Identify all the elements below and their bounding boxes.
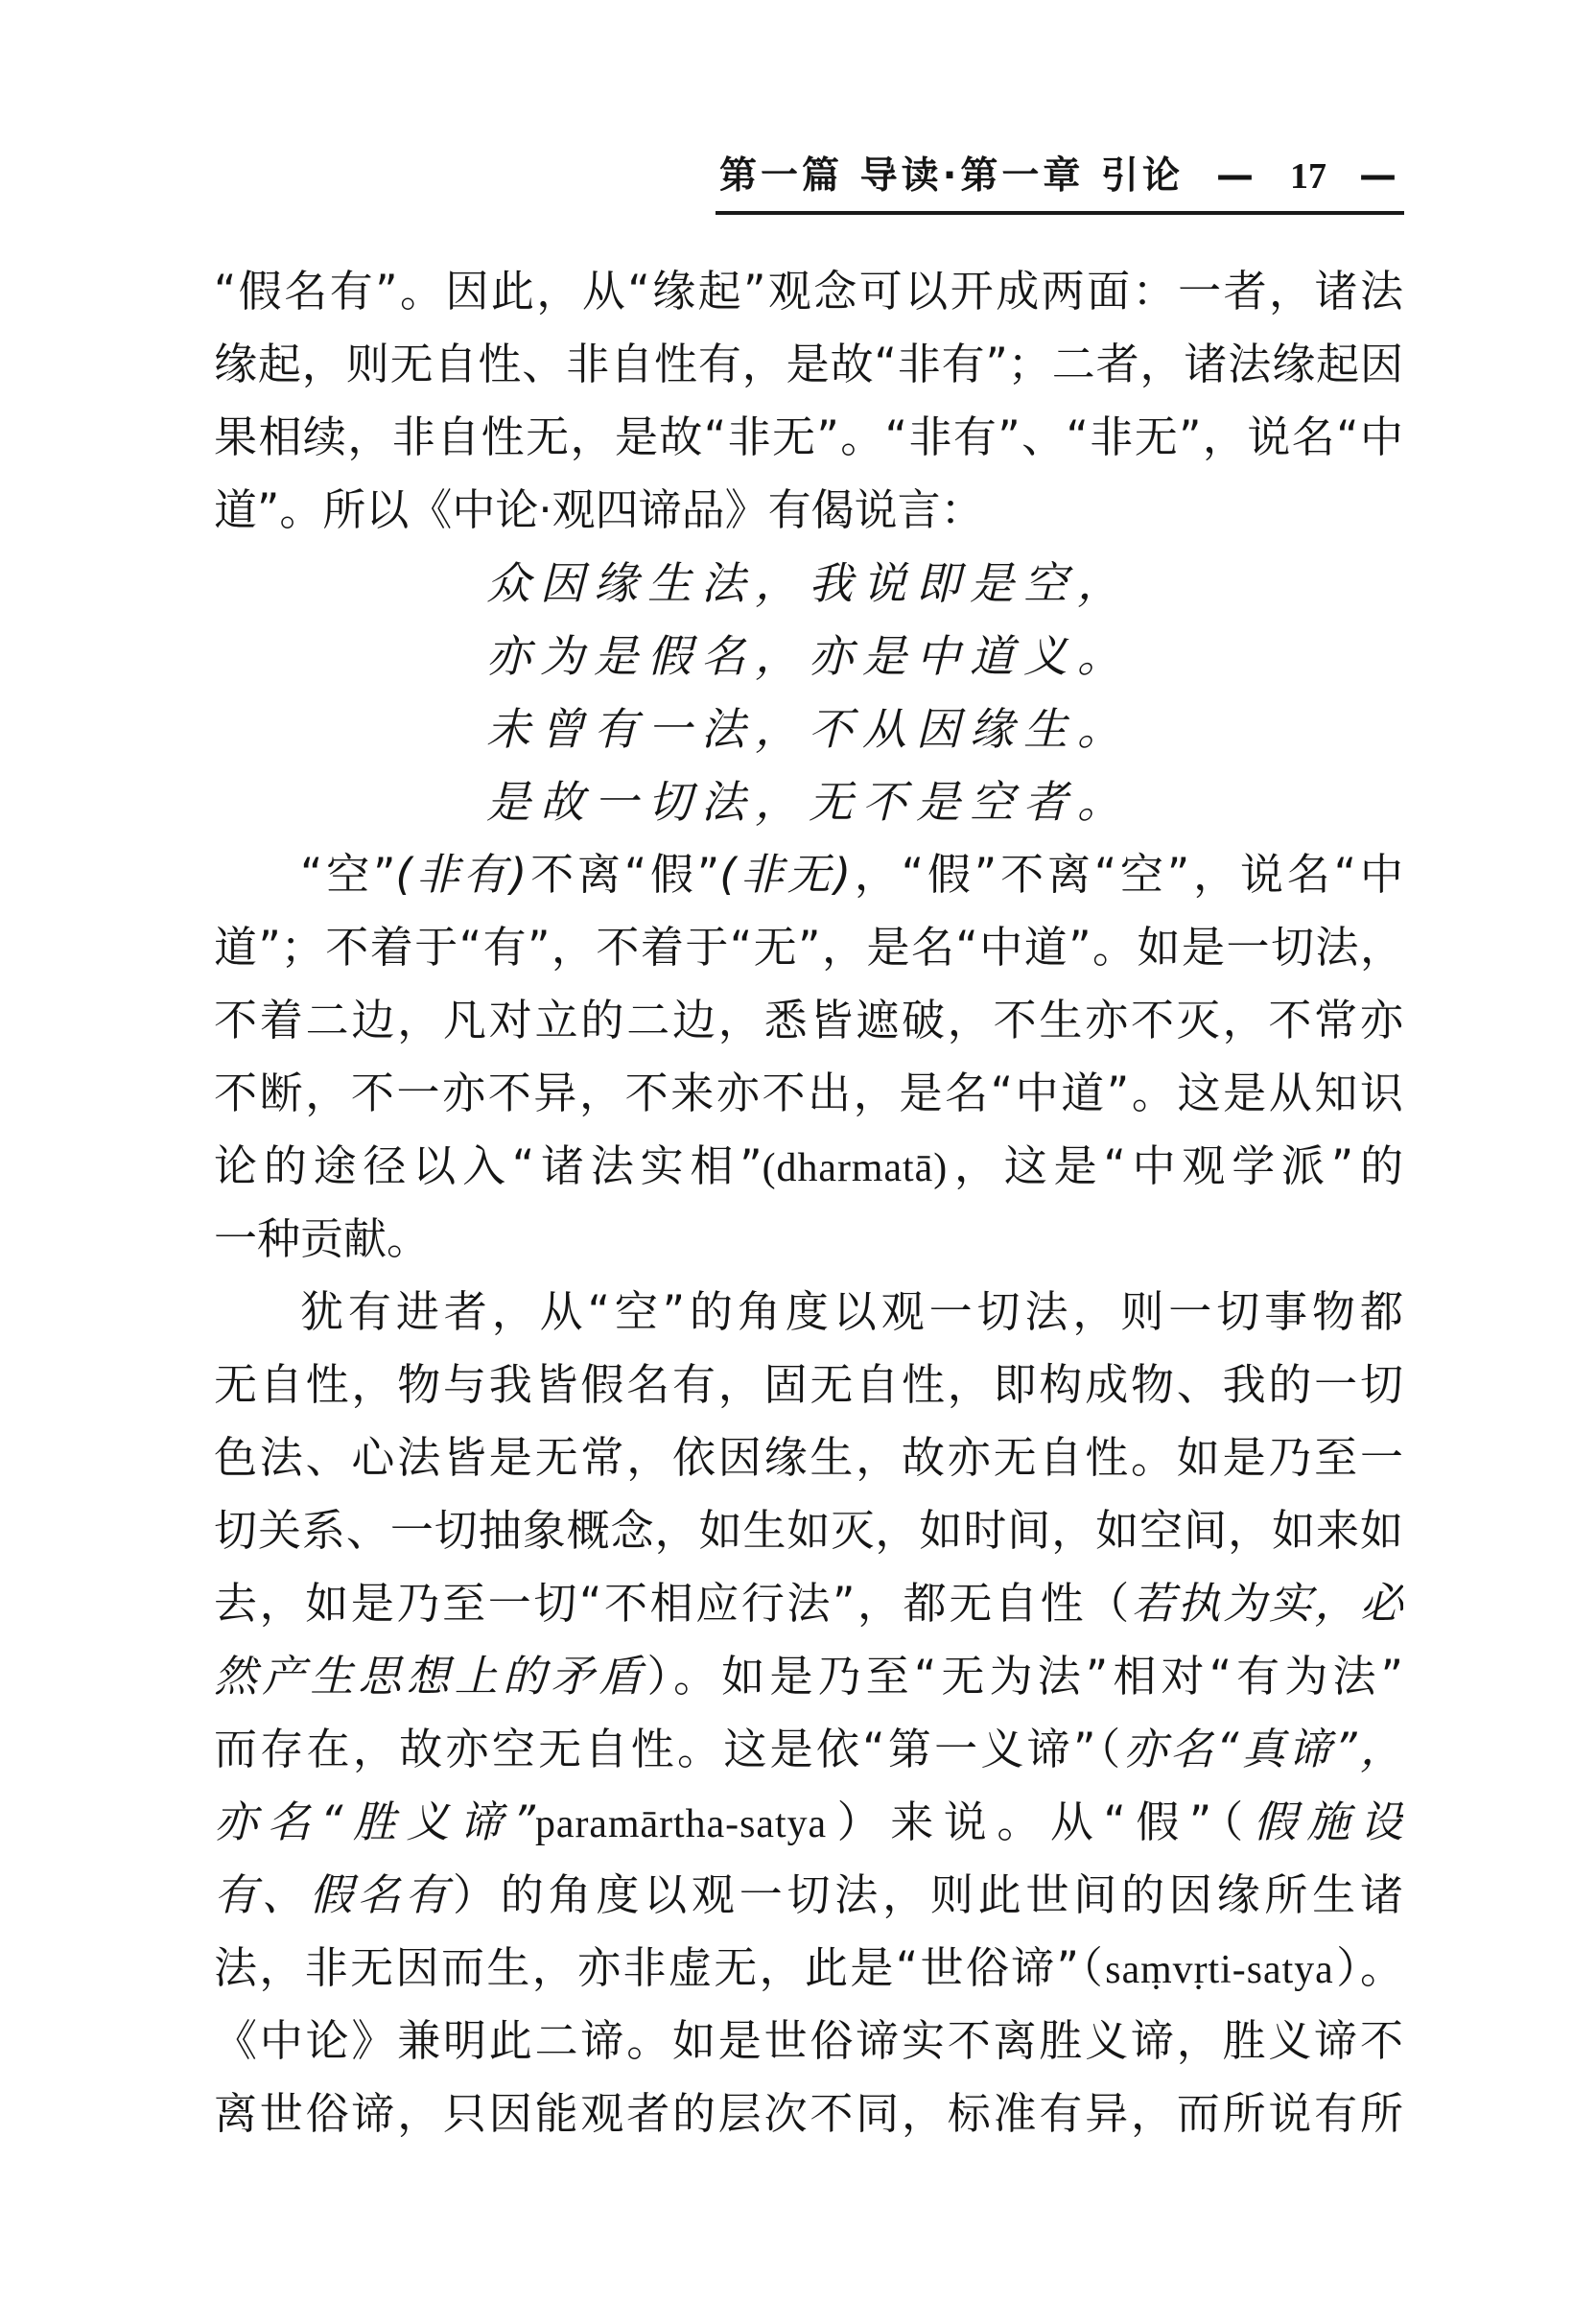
text-segment: 众因缘生法，我说即是空， xyxy=(486,557,1131,609)
text-segment: 道”。所以《中论·观四谛品》有偈说言： xyxy=(214,484,984,535)
text-segment: (非有) xyxy=(395,849,528,900)
text-segment: 不着二边，凡对立的二边，悉皆遮破，不生亦不灭，不常亦 xyxy=(214,995,1403,1045)
text-segment: 是故一切法，无不是空者。 xyxy=(486,776,1131,828)
text-segment: 不断，不一亦不异，不来亦不出，是名“中道”。这是从知识 xyxy=(214,1068,1403,1118)
text-line xyxy=(214,838,1403,911)
page-number: 17 xyxy=(1290,156,1326,197)
text-line xyxy=(214,1786,1403,1859)
verse-line xyxy=(214,547,1403,620)
header-dash-right: — xyxy=(1359,154,1400,198)
header-title: 第一篇 导读·第一章 引论 xyxy=(719,154,1184,198)
text-segment: ）来说。从“假”（ xyxy=(827,1796,1254,1847)
text-line xyxy=(214,401,1403,474)
text-segment: 然产生思想上的矛盾 xyxy=(214,1651,647,1702)
text-segment: 不离“假” xyxy=(527,849,720,900)
text-segment: ）。如是乃至“无为法”相对“有为法” xyxy=(646,1651,1403,1702)
text-segment: 法，非无因而生，亦非虚无，此是“世俗谛”（ xyxy=(214,1942,1106,1993)
text-segment: 若执为实，必 xyxy=(1131,1578,1403,1629)
text-segment: 去，如是乃至一切“不相应行法”，都无自性（ xyxy=(214,1578,1132,1629)
text-segment: 道”；不着于“有”，不着于“无”，是名“中道”。如是一切法， xyxy=(214,922,1403,973)
text-line xyxy=(214,2005,1403,2078)
text-segment: 一种贡献。 xyxy=(214,1213,431,1264)
latin-term: saṃvṛti-satya xyxy=(1105,1948,1334,1992)
text-line xyxy=(214,255,1403,328)
text-line xyxy=(214,1713,1403,1786)
text-line xyxy=(214,1421,1403,1494)
text-line xyxy=(214,1640,1403,1713)
text-segment: 论的途径以入“诸法实相” xyxy=(214,1140,763,1191)
text-segment: 有、假名有 xyxy=(214,1869,453,1920)
text-segment: 假施设 xyxy=(1253,1796,1403,1847)
text-segment: 切关系、一切抽象概念，如生如灭，如时间，如空间，如来如 xyxy=(214,1505,1403,1556)
text-line xyxy=(214,2078,1403,2150)
text-line xyxy=(214,984,1403,1057)
text-segment: ，“假”不离“空”，说名“中 xyxy=(851,849,1403,900)
text-line xyxy=(214,328,1403,401)
text-segment: ）的角度以观一切法，则此世间的因缘所生诸 xyxy=(452,1869,1403,1920)
text-segment: 亦名“真谛”， xyxy=(1123,1724,1403,1774)
verse-line xyxy=(214,765,1403,838)
running-header xyxy=(716,146,1404,215)
text-segment: (非无) xyxy=(719,849,852,900)
text-line xyxy=(214,1276,1403,1349)
text-segment: 离世俗谛，只因能观者的层次不同，标准有异，而所说有所 xyxy=(214,2088,1403,2139)
text-line xyxy=(214,1859,1403,1932)
text-line xyxy=(214,1567,1403,1640)
verse-line xyxy=(214,620,1403,693)
text-line xyxy=(214,1349,1403,1421)
text-line xyxy=(214,911,1403,984)
text-segment: “空” xyxy=(300,849,396,900)
text-segment: 无自性，物与我皆假名有，固无自性，即构成物、我的一切 xyxy=(214,1359,1403,1410)
text-line xyxy=(214,474,1403,547)
text-line xyxy=(214,1494,1403,1567)
text-segment: 色法、心法皆是无常，依因缘生，故亦无自性。如是乃至一 xyxy=(214,1432,1403,1483)
header-dash-left: — xyxy=(1216,154,1257,198)
text-line xyxy=(214,1057,1403,1130)
text-line xyxy=(214,1130,1403,1203)
text-segment: 果相续，非自性无，是故“非无”。“非有”、“非无”，说名“中 xyxy=(214,411,1403,462)
text-segment: 《中论》兼明此二谛。如是世俗谛实不离胜义谛，胜义谛不 xyxy=(214,2015,1403,2066)
text-line xyxy=(214,1203,1403,1276)
text-line xyxy=(214,1932,1403,2005)
text-segment: 亦名“胜义谛” xyxy=(214,1796,535,1847)
latin-term: (dharmatā) xyxy=(762,1146,949,1190)
text-segment: 亦为是假名，亦是中道义。 xyxy=(486,630,1131,682)
text-block xyxy=(214,255,1403,2150)
text-segment: 而存在，故亦空无自性。这是依“第一义谛”（ xyxy=(214,1724,1124,1774)
text-segment: 未曾有一法，不从因缘生。 xyxy=(486,703,1131,755)
text-segment: 犹有进者，从“空”的角度以观一切法，则一切事物都 xyxy=(300,1286,1403,1337)
latin-term: paramārtha-satya xyxy=(535,1802,828,1846)
text-segment: ，这是“中观学派”的 xyxy=(948,1140,1403,1191)
text-segment: 缘起，则无自性、非自性有，是故“非有”；二者，诸法缘起因 xyxy=(214,339,1403,389)
text-segment: “假名有”。因此，从“缘起”观念可以开成两面：一者，诸法 xyxy=(214,266,1403,317)
text-segment: ）。 xyxy=(1333,1942,1403,1993)
verse-line xyxy=(214,693,1403,765)
